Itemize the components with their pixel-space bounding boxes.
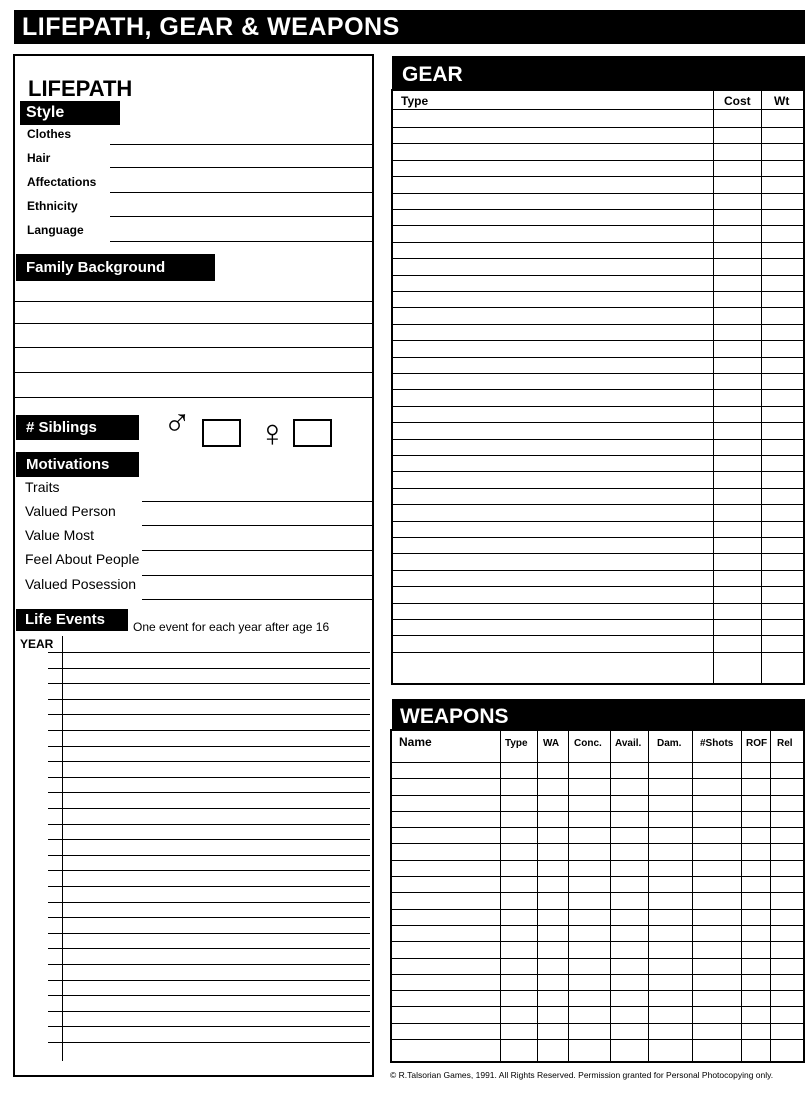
style-label-affectations: Affectations — [27, 175, 97, 189]
weapons-row[interactable] — [392, 974, 803, 975]
style-header: Style — [20, 101, 120, 125]
life-event-row[interactable] — [48, 699, 370, 700]
gear-row[interactable] — [393, 242, 803, 243]
gear-row[interactable] — [393, 422, 803, 423]
motivation-line-valued-posession[interactable] — [142, 599, 372, 600]
gear-col-divider — [761, 90, 762, 684]
weapons-row[interactable] — [392, 876, 803, 877]
gear-row[interactable] — [393, 603, 803, 604]
gear-row[interactable] — [393, 160, 803, 161]
gear-col-divider — [713, 90, 714, 684]
gear-row[interactable] — [393, 258, 803, 259]
male-icon: ♂ — [163, 401, 192, 443]
life-event-row[interactable] — [48, 839, 370, 840]
lifepath-title: LIFEPATH — [28, 76, 133, 101]
style-line-language[interactable] — [110, 241, 372, 242]
gear-row[interactable] — [393, 340, 803, 341]
style-label-hair: Hair — [27, 151, 51, 165]
family-line[interactable] — [15, 397, 372, 398]
weapons-col-conc: Conc. — [574, 738, 602, 749]
weapons-row[interactable] — [392, 811, 803, 812]
life-event-row[interactable] — [48, 995, 370, 996]
gear-col-cost: Cost — [724, 94, 751, 108]
gear-title: GEAR — [392, 56, 805, 91]
weapons-col-divider — [770, 730, 771, 1062]
gear-row[interactable] — [393, 324, 803, 325]
life-event-row[interactable] — [48, 1026, 370, 1027]
style-label-ethnicity: Ethnicity — [27, 199, 78, 213]
life-event-row[interactable] — [48, 886, 370, 887]
page-title: LIFEPATH, GEAR & WEAPONS — [14, 10, 805, 44]
year-label: YEAR — [20, 637, 54, 651]
male-siblings-box[interactable] — [202, 419, 241, 447]
gear-row[interactable] — [393, 373, 803, 374]
weapons-table — [390, 729, 805, 1063]
style-line-hair[interactable] — [110, 167, 372, 168]
life-event-row[interactable] — [48, 746, 370, 747]
weapons-col-avail: Avail. — [615, 738, 642, 749]
gear-row[interactable] — [393, 504, 803, 505]
motivation-line-value-most[interactable] — [142, 550, 372, 551]
life-event-row[interactable] — [48, 714, 370, 715]
gear-row[interactable] — [393, 488, 803, 489]
life-events-header: Life Events — [16, 609, 128, 631]
gear-row[interactable] — [393, 439, 803, 440]
life-event-row[interactable] — [48, 917, 370, 918]
weapons-col-type: Type — [505, 738, 528, 749]
weapons-col-divider — [692, 730, 693, 1062]
weapons-col-divider — [610, 730, 611, 1062]
style-line-ethnicity[interactable] — [110, 216, 372, 217]
weapons-row[interactable] — [392, 958, 803, 959]
life-event-row[interactable] — [48, 730, 370, 731]
motivations-header: Motivations — [16, 452, 139, 477]
gear-row[interactable] — [393, 291, 803, 292]
motivation-label-traits: Traits — [25, 479, 60, 495]
gear-row[interactable] — [393, 193, 803, 194]
gear-row[interactable] — [393, 570, 803, 571]
motivation-label-value-most: Value Most — [25, 527, 94, 543]
family-line[interactable] — [15, 347, 372, 348]
gear-col-wt: Wt — [774, 94, 790, 108]
weapons-row[interactable] — [392, 925, 803, 926]
gear-row[interactable] — [393, 471, 803, 472]
gear-row[interactable] — [393, 455, 803, 456]
weapons-row[interactable] — [392, 795, 803, 796]
siblings-header: # Siblings — [16, 415, 139, 440]
weapons-col-dam: Dam. — [657, 738, 682, 749]
weapons-title: WEAPONS — [392, 699, 805, 731]
gear-row[interactable] — [393, 635, 803, 636]
life-event-row[interactable] — [48, 1011, 370, 1012]
weapons-row[interactable] — [392, 941, 803, 942]
gear-row[interactable] — [393, 275, 803, 276]
gear-row[interactable] — [393, 143, 803, 144]
weapons-col-divider — [537, 730, 538, 1062]
weapons-row[interactable] — [392, 827, 803, 828]
weapons-row[interactable] — [392, 1023, 803, 1024]
life-event-row[interactable] — [48, 652, 370, 653]
gear-row[interactable] — [393, 389, 803, 390]
female-icon: ♀ — [258, 413, 287, 455]
weapons-row[interactable] — [392, 860, 803, 861]
weapons-col-rof: ROF — [746, 738, 768, 749]
weapons-col-name: Name — [399, 735, 432, 749]
gear-table — [391, 89, 805, 685]
weapons-row[interactable] — [392, 990, 803, 991]
gear-row[interactable] — [393, 521, 803, 522]
life-event-row[interactable] — [48, 855, 370, 856]
motivation-label-feel-about-people: Feel About People — [25, 551, 140, 567]
weapons-row[interactable] — [392, 892, 803, 893]
life-event-row[interactable] — [48, 1042, 370, 1043]
motivation-line-feel-about-people[interactable] — [142, 575, 372, 576]
gear-header-line — [393, 109, 803, 110]
weapons-col-shots: #Shots — [700, 738, 734, 749]
weapons-col-divider — [568, 730, 569, 1062]
motivation-line-traits[interactable] — [142, 501, 372, 502]
style-line-clothes[interactable] — [110, 144, 372, 145]
life-event-row[interactable] — [48, 792, 370, 793]
motivation-label-valued-person: Valued Person — [25, 503, 116, 519]
gear-row[interactable] — [393, 652, 803, 653]
life-event-row[interactable] — [48, 948, 370, 949]
life-event-row[interactable] — [48, 761, 370, 762]
weapons-row[interactable] — [392, 1039, 803, 1040]
gear-row[interactable] — [393, 127, 803, 128]
gear-col-type: Type — [401, 94, 429, 108]
gear-row[interactable] — [393, 357, 803, 358]
weapons-col-divider — [741, 730, 742, 1062]
gear-row[interactable] — [393, 176, 803, 177]
style-label-language: Language — [27, 223, 84, 237]
motivation-label-valued-posession: Valued Posession — [25, 576, 137, 592]
motivation-line-valued-person[interactable] — [142, 525, 372, 526]
life-event-row[interactable] — [48, 683, 370, 684]
life-event-row[interactable] — [48, 980, 370, 981]
family-line[interactable] — [15, 372, 372, 373]
weapons-col-divider — [648, 730, 649, 1062]
gear-row[interactable] — [393, 586, 803, 587]
family-line[interactable] — [15, 323, 372, 324]
weapons-row[interactable] — [392, 1006, 803, 1007]
life-event-row[interactable] — [48, 902, 370, 903]
gear-row[interactable] — [393, 406, 803, 407]
copyright-footer: © R.Talsorian Games, 1991. All Rights Reserved. Permission granted for Personal Photocopying only. — [390, 1070, 774, 1080]
female-siblings-box[interactable] — [293, 419, 332, 447]
gear-row[interactable] — [393, 553, 803, 554]
weapons-row[interactable] — [392, 762, 803, 763]
life-event-row[interactable] — [48, 964, 370, 965]
style-line-affectations[interactable] — [110, 192, 372, 193]
life-event-row[interactable] — [48, 824, 370, 825]
life-event-row[interactable] — [48, 668, 370, 669]
family-line[interactable] — [15, 301, 372, 302]
gear-row[interactable] — [393, 619, 803, 620]
gear-row[interactable] — [393, 225, 803, 226]
life-event-row[interactable] — [48, 933, 370, 934]
weapons-row[interactable] — [392, 843, 803, 844]
weapons-col-wa: WA — [543, 738, 560, 749]
weapons-col-rel: Rel — [777, 738, 793, 749]
style-label-clothes: Clothes — [27, 127, 72, 141]
life-events-note: One event for each year after age 16 — [133, 620, 330, 634]
life-event-row[interactable] — [48, 777, 370, 778]
weapons-row[interactable] — [392, 778, 803, 779]
life-event-row[interactable] — [48, 808, 370, 809]
life-event-row[interactable] — [48, 870, 370, 871]
weapons-row[interactable] — [392, 909, 803, 910]
gear-row[interactable] — [393, 307, 803, 308]
family-background-header: Family Background — [16, 254, 215, 281]
gear-row[interactable] — [393, 209, 803, 210]
weapons-col-divider — [500, 730, 501, 1062]
gear-row[interactable] — [393, 537, 803, 538]
